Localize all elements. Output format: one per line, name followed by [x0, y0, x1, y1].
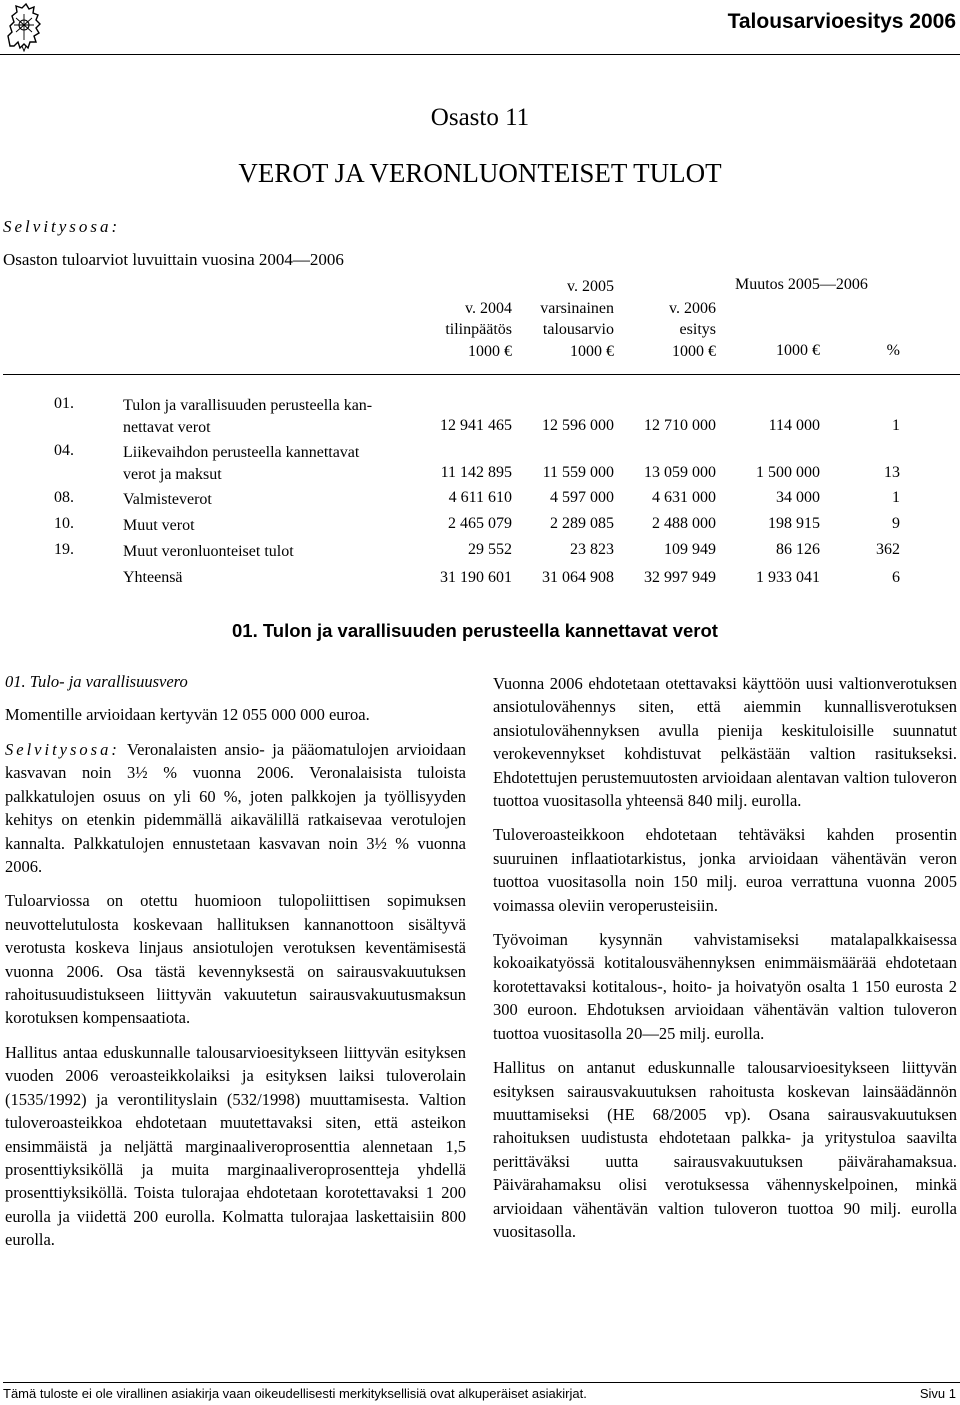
table-total-label: Yhteensä	[123, 569, 183, 586]
table-cell-change: 86 126	[776, 541, 820, 558]
right-text-column	[493, 672, 957, 1254]
table-cell-change: 198 915	[768, 515, 820, 532]
table-total-2004: 31 190 601	[440, 569, 512, 586]
table-row-number: 08.	[54, 489, 74, 506]
table-cell-2005: 4 597 000	[550, 489, 614, 506]
explanation-inline-label: Selvitysosa:	[5, 740, 120, 759]
moment-heading: 01. Tulo- ja varallisuusvero	[5, 672, 188, 691]
section-number: Osasto 11	[430, 104, 530, 131]
table-header-rule	[3, 374, 960, 375]
explanation-label: Selvitysosa:	[3, 217, 121, 236]
table-cell-2005: 11 559 000	[542, 464, 614, 481]
table-row-number: 01.	[54, 395, 74, 412]
table-cell-pct: 362	[876, 541, 900, 558]
table-row-number: 19.	[54, 541, 74, 558]
table-row-label: Muut veronluonteiset tulot	[123, 543, 294, 560]
col-header-change-unit: 1000 €	[776, 342, 820, 359]
table-cell-2004: 12 941 465	[440, 417, 512, 434]
paragraph: Tuloveroasteikkoon ehdotetaan tehtäväksi kahden prosentin suuruinen inflaatiotarkistus, jonka arvioidaan vähentävän veron tuottoa vuositasolla noin 150 milj. euroa verrattuna vuonna 2005 voimassa oleviin veroperusteisiin.	[493, 825, 957, 915]
col-header-2004: v. 2004 tilinpäätös 1000 €	[445, 299, 512, 360]
heraldic-lion-icon	[2, 2, 46, 52]
table-cell-2004: 4 611 610	[448, 489, 512, 506]
document-title: Talousarvioesitys 2006	[727, 10, 956, 33]
col-header-2006: v. 2006 esitys 1000 €	[669, 299, 716, 360]
paragraph: Työvoiman kysynnän vahvistamiseksi matalapalkkaisessa kokoaikatyössä kotitalousvähennyksen enimmäismäärää ehdotetaan korotettavaksi kotitalous-, hoito- ja hoivatyön osalta 1 150 eurosta 2 300 euroon. Ehdotuksen arvioidaan vähentävän valtion tuloveron tuottoa vuositasolla 20—25 milj. eurolla.	[493, 930, 957, 1043]
page-header	[0, 0, 960, 58]
col-header-2005: v. 2005 varsinainen talousarvio 1000 €	[540, 278, 614, 360]
table-cell-pct: 1	[892, 489, 900, 506]
table-cell-2005: 12 596 000	[542, 417, 614, 434]
table-total-2005: 31 064 908	[542, 569, 614, 586]
table-cell-2004: 2 465 079	[448, 515, 512, 532]
table-cell-pct: 13	[884, 464, 900, 481]
table-cell-2005: 2 289 085	[550, 515, 614, 532]
table-total-change: 1 933 041	[756, 569, 820, 586]
table-cell-change: 114 000	[768, 417, 820, 434]
header-divider	[0, 54, 960, 55]
footer-disclaimer: Tämä tuloste ei ole virallinen asiakirja vaan oikeudellisesti merkityksellisiä ovat alkuperäiset asiakirjat.	[3, 1386, 587, 1401]
table-cell-change: 1 500 000	[756, 464, 820, 481]
footer-divider	[3, 1382, 960, 1383]
paragraph: Tuloarviossa on otettu huomioon tulopoliittisen sopimuksen neuvottelutulosta koskevaan hallituksen kannanottoon sisältyvä verotusta koskeva linjaus ansiotulojen verotuksen keventämisestä vuonna 2006. Osa tästä kevennyksestä on sairausvakuutuksen rahoitusuudistukseen liittyvän vakuutetun sairausvakuutusmaksun korotuksen kompensaatiota.	[5, 891, 466, 1028]
table-cell-2006: 13 059 000	[644, 464, 716, 481]
moment-text: Momentille arvioidaan kertyvän 12 055 000 000 euroa.	[5, 705, 370, 724]
table-row-number: 04.	[54, 442, 74, 459]
chapter-heading: 01. Tulon ja varallisuuden perusteella kannettavat verot	[232, 620, 718, 641]
paragraph: Hallitus antaa eduskunnalle talousarvioesitykseen liittyvän esityksen vuoden 2006 veroasteikkolaiksi ja esityksen laiksi tuloverolain (1535/1992) ja verontilityslain (532/1998) muuttamisesta. Valtion tuloveroasteikkoa ehdotetaan muutettavaksi siten, että asteikon ensimmäistä ja neljättä marginaaliveroprosenttia alennetaan 1,5 prosenttiyksiköllä ja muita marginaaliveroprosentteja yhdellä prosenttiyksiköllä. Toista tulorajaa ehdotetaan korotettavaksi 1 200 eurolla ja viidettä 200 eurolla. Kolmatta tulorajaa laskettaisiin 800 eurolla.	[5, 1042, 466, 1250]
table-cell-2006: 12 710 000	[644, 417, 716, 434]
table-total-2006: 32 997 949	[644, 569, 716, 586]
table-cell-2005: 23 823	[570, 541, 614, 558]
table-cell-pct: 9	[892, 515, 900, 532]
table-cell-2004: 29 552	[468, 541, 512, 558]
table-total-pct: 6	[892, 569, 900, 586]
col-header-pct-unit: %	[886, 342, 900, 359]
paragraph: Selvitysosa: Veronalaisten ansio- ja pääomatulojen arvioidaan kasvavan noin 3½ % vuonna 2006. Veronalaisista tuloista palkkatulojen osuus on yli 60 %, joten palkkojen ja työllisyyden kehitys on etenkin pidemmällä aikavälillä ratkaisevaa verotulojen kannalta. Palkkatulojen ennustetaan kasvavan noin 3½ % vuonna 2006.	[5, 740, 466, 877]
table-cell-2006: 109 949	[664, 541, 716, 558]
page-number: Sivu 1	[919, 1386, 956, 1401]
col-header-change: Muutos 2005—2006	[735, 276, 868, 293]
table-row-label: Valmisteverot	[123, 491, 212, 508]
left-text-column	[5, 738, 466, 1263]
table-row-label: Muut verot	[123, 517, 195, 534]
table-row-label: Tulon ja varallisuuden perusteella kan- nettavat verot	[123, 397, 373, 436]
estimates-title: Osaston tuloarviot luvuittain vuosina 2004—2006	[3, 250, 344, 269]
table-cell-2006: 2 488 000	[652, 515, 716, 532]
table-cell-2006: 4 631 000	[652, 489, 716, 506]
paragraph: Hallitus on antanut eduskunnalle talousarvioesitykseen liittyvän esityksen sairausvakuutuksen rahoitusta koskevan lainsäädännön muuttamiseksi (HE 68/2005 vp). Osana sairausvakuutuksen rahoituksen uudistusta ehdotetaan palkka- ja yritystuloa saavilta perittäväksi uutta sairausvakuutuksen päivärahamaksua. Päivärahamaksu olisi verotuksessa vähennyskelpoinen, minkä arvioidaan vähentävän valtion tuloveron tuottoa 90 milj. eurolla vuositasolla.	[493, 1058, 957, 1241]
section-title: VEROT JA VERONLUONTEISET TULOT	[238, 158, 722, 188]
table-cell-2004: 11 142 895	[440, 464, 512, 481]
table-row-number: 10.	[54, 515, 74, 532]
table-row-label: Liikevaihdon perusteella kannettavat verot ja maksut	[123, 444, 360, 483]
table-cell-pct: 1	[892, 417, 900, 434]
paragraph: Vuonna 2006 ehdotetaan otettavaksi käyttöön uusi valtionverotuksen ansiotulovähennys siten, että aiemmin kunnallisverotuksen ansiotulovähennyksen avulla pienija keskituloisille suunnatut verokevennykset kohdistuvat pelkästään valtion rasitukseksi. Ehdotettujen perustemuutosten arvioidaan alentavan valtion tuloveron tuottoa vuositasolla yhteensä 840 milj. eurolla.	[493, 674, 957, 811]
table-cell-change: 34 000	[776, 489, 820, 506]
